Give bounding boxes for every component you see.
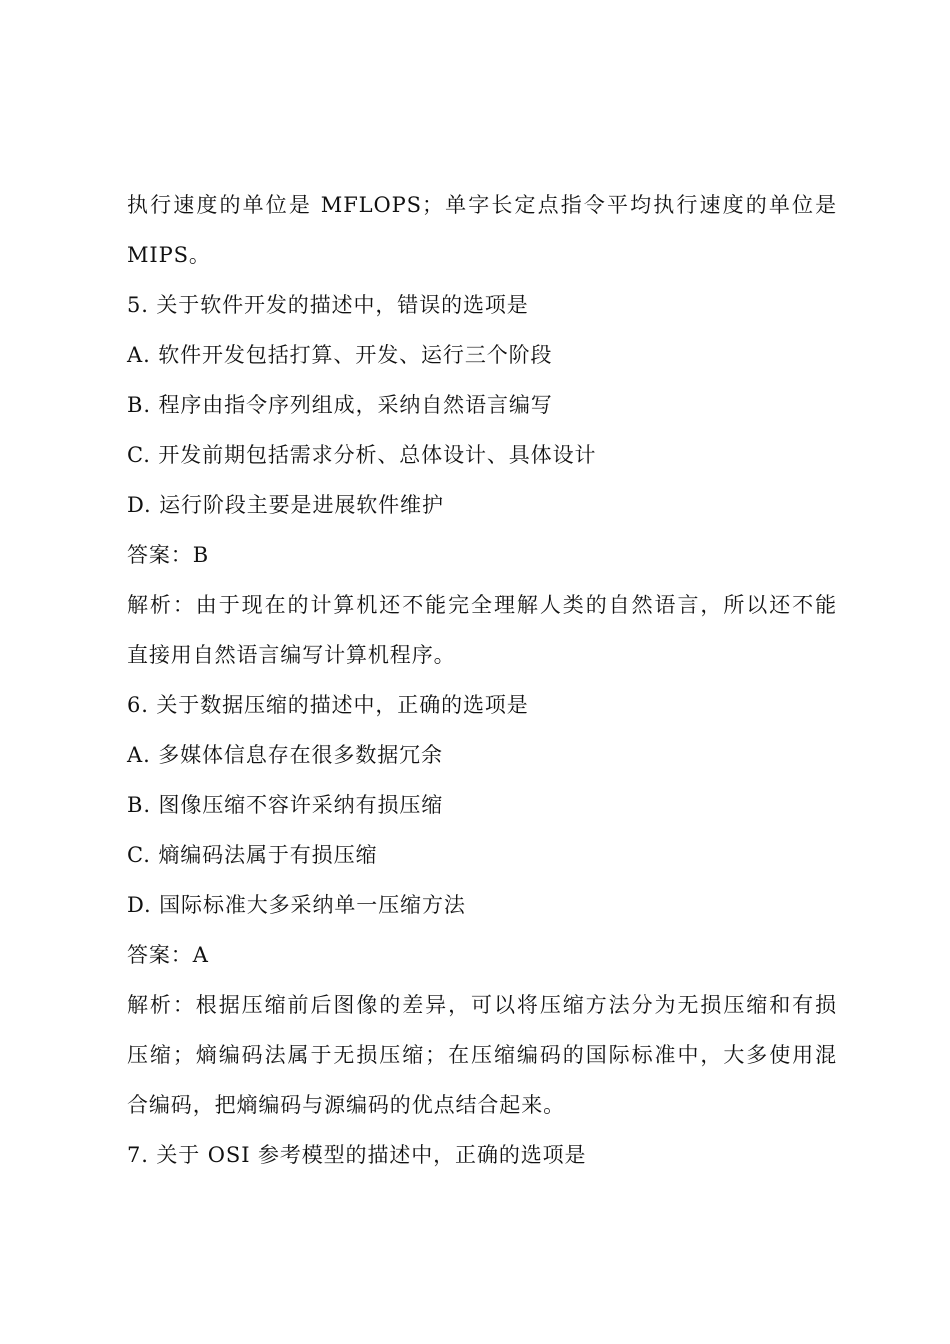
question-5-option-c: C. 开发前期包括需求分析、总体设计、具体设计 bbox=[127, 443, 597, 467]
question-5-answer: 答案：B bbox=[127, 543, 210, 567]
document-body bbox=[127, 180, 837, 1180]
question-6-explanation-line-3: 合编码，把熵编码与源编码的优点结合起来。 bbox=[127, 1093, 565, 1117]
question-6-explanation-line-2: 压缩；熵编码法属于无损压缩；在压缩编码的国际标准中，大多使用混 bbox=[127, 1043, 837, 1067]
question-6-option-c: C. 熵编码法属于有损压缩 bbox=[127, 843, 378, 867]
question-5-explanation-line-2: 直接用自然语言编写计算机程序。 bbox=[127, 643, 456, 667]
question-6-explanation-line-1: 解析：根据压缩前后图像的差异，可以将压缩方法分为无损压缩和有损 bbox=[127, 993, 837, 1017]
question-5-option-b: B. 程序由指令序列组成，采纳自然语言编写 bbox=[127, 393, 553, 417]
question-5-option-d: D. 运行阶段主要是进展软件维护 bbox=[127, 493, 444, 517]
question-5-option-a: A. 软件开发包括打算、开发、运行三个阶段 bbox=[127, 343, 553, 367]
question-7-title: 7. 关于 OSI 参考模型的描述中，正确的选项是 bbox=[127, 1143, 587, 1167]
question-6-answer: 答案：A bbox=[127, 943, 209, 967]
question-5-title: 5. 关于软件开发的描述中，错误的选项是 bbox=[127, 293, 529, 317]
question-5-explanation-line-1: 解析：由于现在的计算机还不能完全理解人类的自然语言，所以还不能 bbox=[127, 593, 837, 617]
text-line-continuation: 执行速度的单位是 MFLOPS；单字长定点指令平均执行速度的单位是 bbox=[127, 193, 837, 217]
question-6-title: 6. 关于数据压缩的描述中，正确的选项是 bbox=[127, 693, 529, 717]
question-6-option-d: D. 国际标准大多采纳单一压缩方法 bbox=[127, 893, 466, 917]
question-6-option-b: B. 图像压缩不容许采纳有损压缩 bbox=[127, 793, 444, 817]
text-line-continuation-end: MIPS。 bbox=[127, 243, 211, 267]
question-6-option-a: A. 多媒体信息存在很多数据冗余 bbox=[127, 743, 443, 767]
